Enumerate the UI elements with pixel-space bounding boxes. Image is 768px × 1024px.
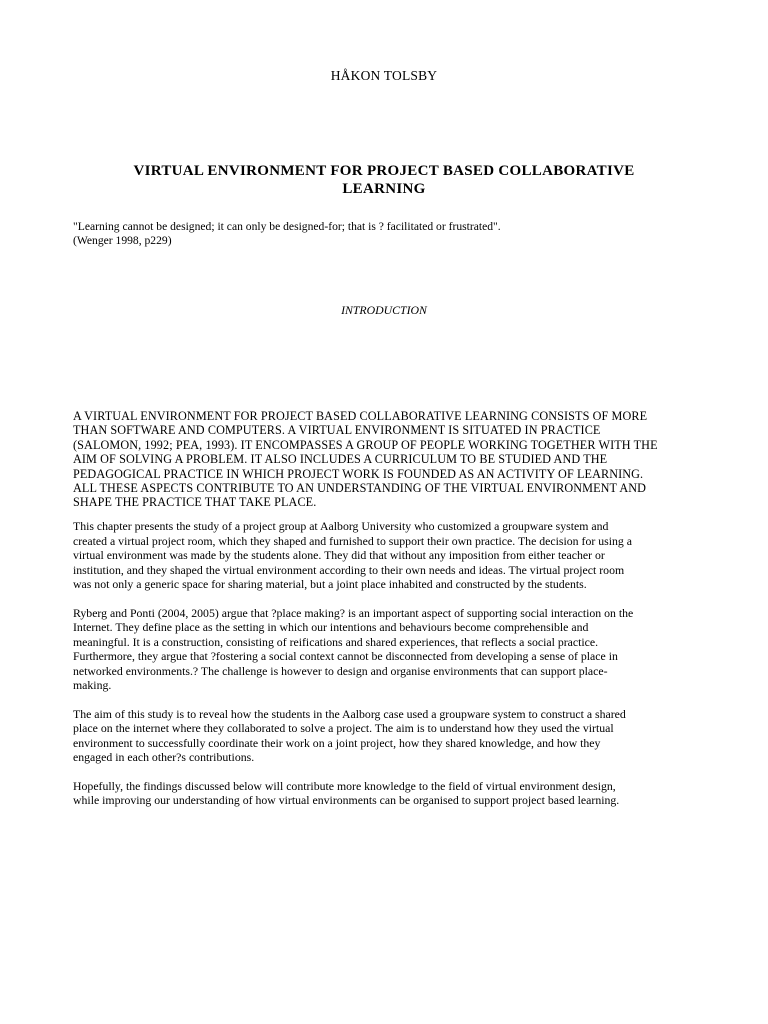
document-title xyxy=(90,162,678,198)
body-line: while improving our understanding of how virtual environments can be organised to support project based learning. xyxy=(73,793,620,807)
epigraph xyxy=(73,220,713,248)
body-line: engaged in each other?s contributions. xyxy=(73,750,255,764)
body-line: Hopefully, the findings discussed below will contribute more knowledge to the field of virtual environment design, xyxy=(73,778,616,793)
body-line: networked environments.? The challenge is however to design and organise environments that can support place- xyxy=(73,663,608,678)
abstract-line: THAN SOFTWARE AND COMPUTERS. A VIRTUAL ENVIRONMENT IS SITUATED IN PRACTICE xyxy=(73,423,601,438)
body-line: environment to successfully coordinate their work on a joint project, how they shared knowledge, and how they xyxy=(73,735,601,750)
body-line: making. xyxy=(73,678,112,692)
author-name: HÅKON TOLSBY xyxy=(330,68,438,83)
epigraph-citation: (Wenger 1998, p229) xyxy=(73,234,172,247)
body-paragraph xyxy=(73,707,693,765)
epigraph-quote: "Learning cannot be designed; it can only be designed-for; that is ? facilitated or frustrated". xyxy=(73,220,501,233)
abstract-line: (SALOMON, 1992; PEA, 1993). IT ENCOMPASSES A GROUP OF PEOPLE WORKING TOGETHER WITH THE xyxy=(73,437,658,452)
body-line: The aim of this study is to reveal how the students in the Aalborg case used a groupware system to construct a shared xyxy=(73,706,626,721)
abstract-line: A VIRTUAL ENVIRONMENT FOR PROJECT BASED COLLABORATIVE LEARNING CONSISTS OF MORE xyxy=(73,409,648,423)
title-line: VIRTUAL ENVIRONMENT FOR PROJECT BASED COLLABORATIVE xyxy=(133,163,635,179)
body-paragraph xyxy=(73,519,693,592)
body-line: was not only a generic space for sharing material, but a joint place inhabited and constructed by the students. xyxy=(73,577,587,591)
body-line: institution, and they shaped the virtual environment according to their own needs and ideas. The virtual project room xyxy=(73,562,625,577)
abstract-line: AIM OF SOLVING A PROBLEM. IT ALSO INCLUDES A CURRICULUM TO BE STUDIED AND THE xyxy=(73,452,608,467)
abstract-line: PEDAGOGICAL PRACTICE IN WHICH PROJECT WORK IS FOUNDED AS AN ACTIVITY OF LEARNING. xyxy=(73,466,644,481)
body-paragraph xyxy=(73,606,693,693)
abstract-line: SHAPE THE PRACTICE THAT TAKE PLACE. xyxy=(73,495,317,510)
body-line: virtual environment was made by the students alone. They did that without any imposition from either teacher or xyxy=(73,548,605,562)
body-line: Ryberg and Ponti (2004, 2005) argue that ?place making? is an important aspect of supporting social interaction on the xyxy=(73,605,634,620)
body-line: Furthermore, they argue that ?fostering a social context cannot be disconnected from developing a sense of place in xyxy=(73,649,618,663)
body-line: Internet. They define place as the setting in which our intentions and behaviours become comprehensible and xyxy=(73,620,589,634)
title-line: LEARNING xyxy=(342,181,426,197)
section-heading-introduction: INTRODUCTION xyxy=(341,303,427,317)
body-line: meaningful. It is a construction, consisting of reifications and shared experiences, that reflects a social practice. xyxy=(73,634,599,649)
body-line: created a virtual project room, which they shaped and furnished to support their own practice. The decision for using a xyxy=(73,533,632,548)
abstract-paragraph xyxy=(73,409,703,510)
abstract-line: ALL THESE ASPECTS CONTRIBUTE TO AN UNDERSTANDING OF THE VIRTUAL ENVIRONMENT AND xyxy=(73,481,647,496)
body-text xyxy=(73,519,693,822)
body-line: This chapter presents the study of a project group at Aalborg University who customized a groupware system and xyxy=(73,519,609,533)
body-paragraph xyxy=(73,779,693,808)
body-line: place on the internet where they collaborated to solve a project. The aim is to understand how they used the virtual xyxy=(73,721,614,735)
